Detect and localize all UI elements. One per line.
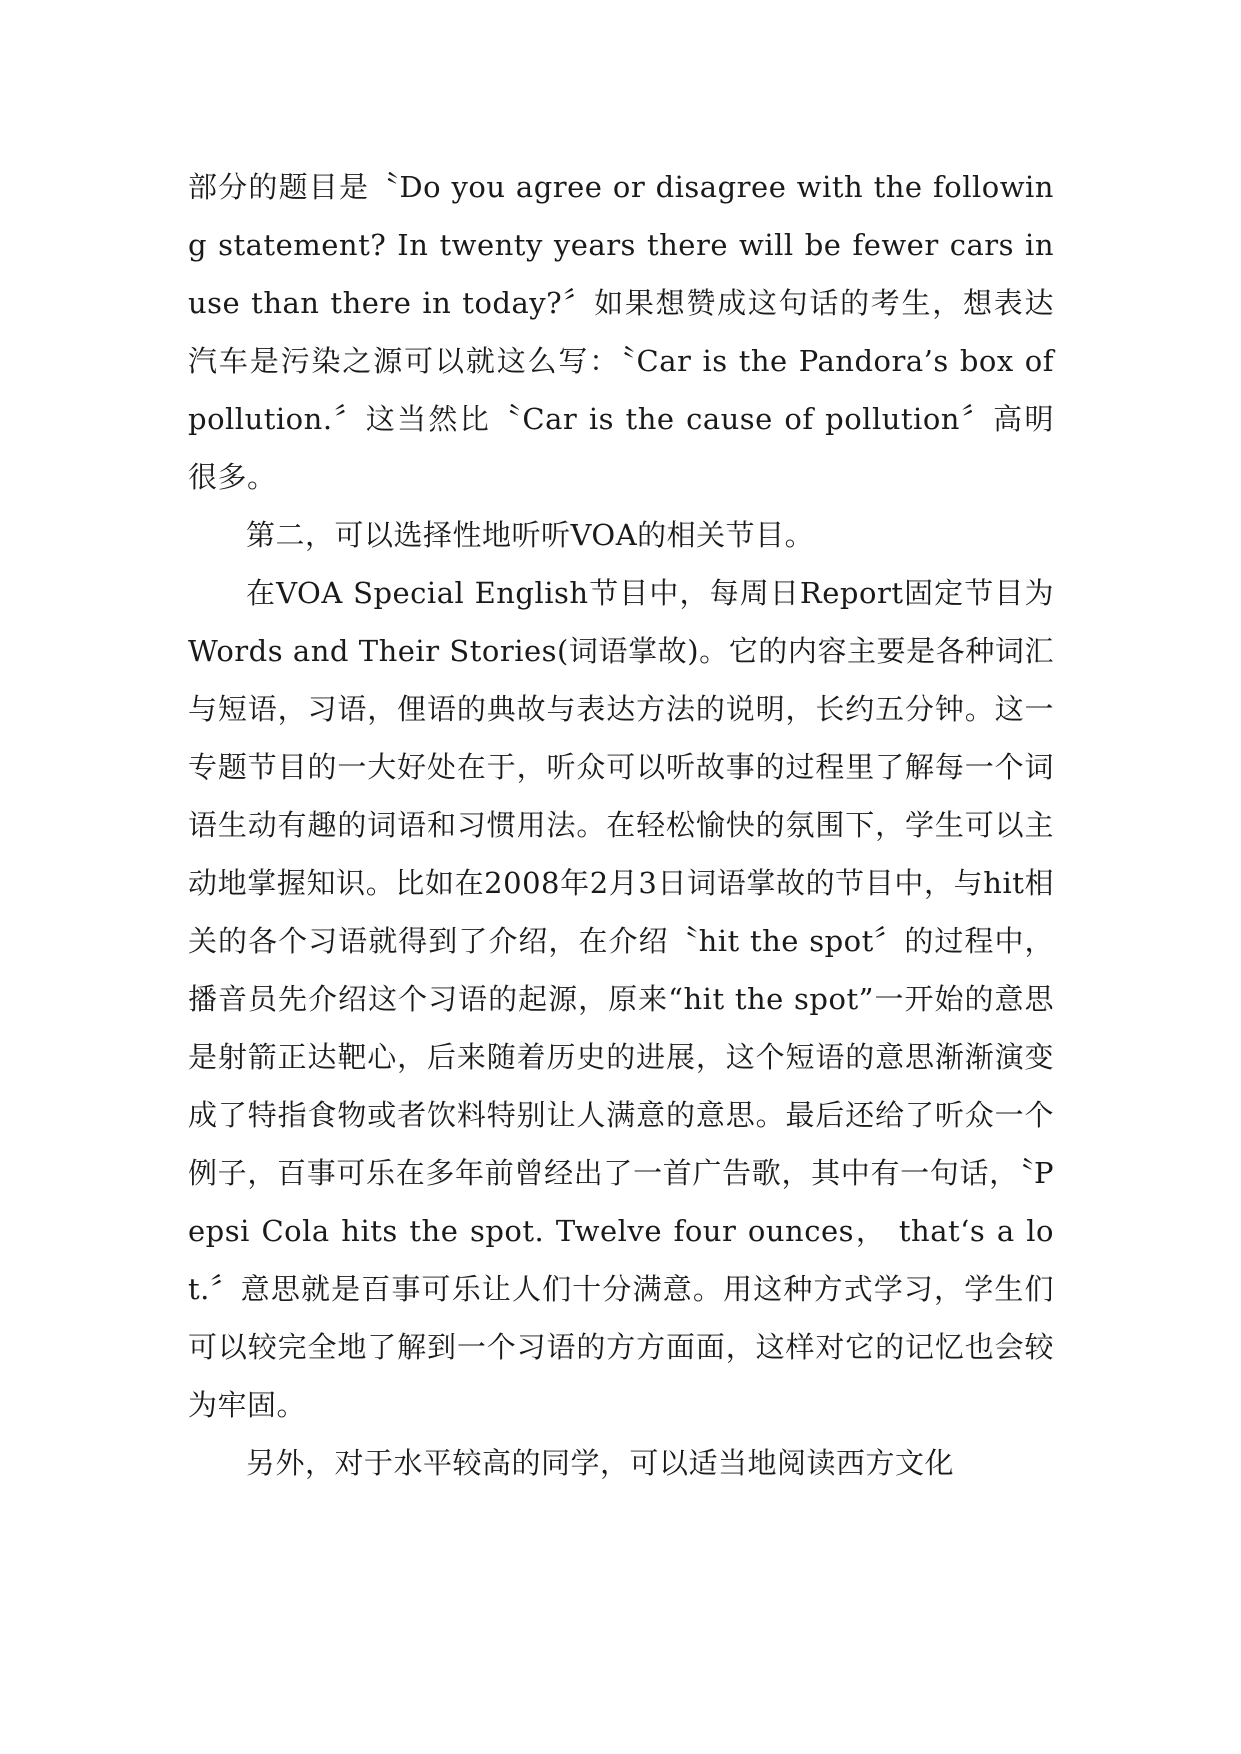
paragraph-pandora-example: 部分的题目是〝Do you agree or disagree with the following statement? In twenty years there will be fewer cars in use than there in today?〞如果想赞成这句话的考生，想表达汽车是污染之源可以就这么写：〝Car is the Pandora’s box of pollution.〞这当然比〝Car is the cause of pollution〞高明很多。 bbox=[188, 170, 1054, 494]
paragraph-voa-intro: 第二，可以选择性地听听VOA的相关节目。 bbox=[246, 518, 815, 552]
paragraph-western-culture: 另外，对于水平较高的同学，可以适当地阅读西方文化 bbox=[246, 1446, 955, 1480]
paragraph-words-and-their-stories: 在VOA Special English节目中，每周日Report固定节目为Words and Their Stories(词语掌故)。它的内容主要是各种词汇与短语，习语，俚语的典故与表达方法的说明，长约五分钟。这一专题节目的一大好处在于，听众可以听故事的过程里了解每一个词语生动有趣的词语和习惯用法。在轻松愉快的氛围下，学生可以主动地掌握知识。比如在2008年2月3日词语掌故的节目中，与hit相关的各个习语就得到了介绍，在介绍〝hit the spot〞的过程中，播音员先介绍这个习语的起源，原来“hit the spot”一开始的意思是射箭正达靶心，后来随着历史的进展，这个短语的意思渐渐演变成了特指食物或者饮料特别让人满意的意思。最后还给了听众一个例子，百事可乐在多年前曾经出了一首广告歌，其中有一句话，〝Pepsi Cola hits the spot. Twelve four ounces， that‘s a lot.〞意思就是百事可乐让人们十分满意。用这种方式学习，学生们可以较完全地了解到一个习语的方方面面，这样对它的记忆也会较为牢固。 bbox=[188, 576, 1054, 1422]
document-body bbox=[188, 158, 1054, 1492]
